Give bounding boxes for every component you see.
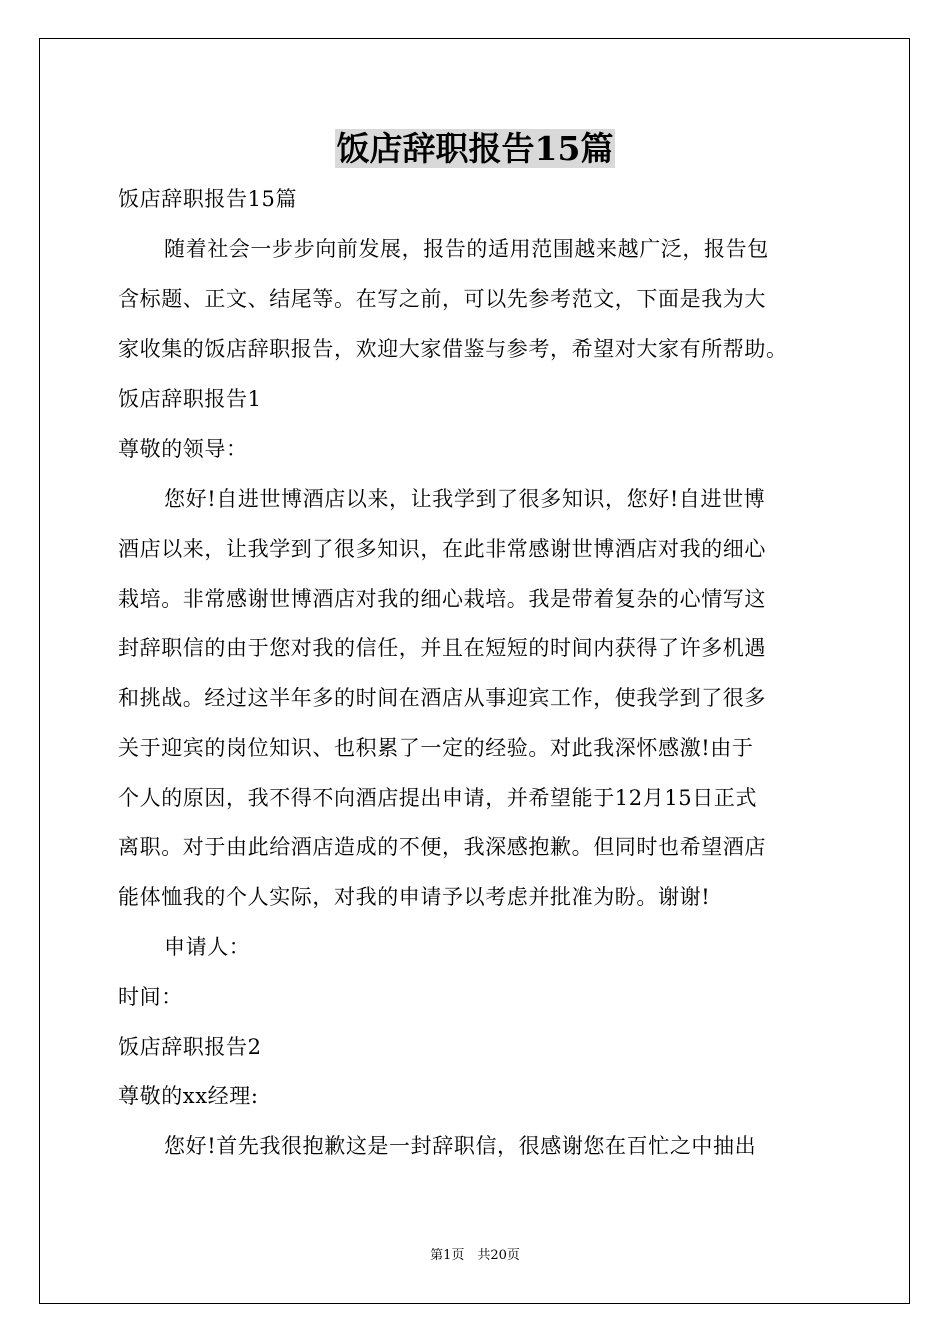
subtitle-line: 饭店辞职报告15篇 (118, 187, 298, 211)
document-title (0, 122, 950, 176)
paragraph-line: 含标题、正文、结尾等。在写之前，可以先参考范文，下面是我为大 (118, 287, 766, 311)
paragraph-line: 封辞职信的由于您对我的信任，并且在短短的时间内获得了许多机遇 (118, 636, 766, 660)
paragraph-line: 和挑战。经过这半年多的时间在酒店从事迎宾工作，使我学到了很多 (118, 686, 766, 710)
paragraph-line: 您好!自进世博酒店以来，让我学到了很多知识，您好!自进世博 (164, 487, 766, 511)
applicant-line: 申请人： (164, 935, 251, 959)
page-footer: 第1页 共20页 (430, 1248, 520, 1263)
paragraph-line: 离职。对于由此给酒店造成的不便，我深感抱歉。但同时也希望酒店 (118, 835, 766, 859)
paragraph-line: 随着社会一步步向前发展，报告的适用范围越来越广泛，报告包 (164, 237, 769, 261)
section-heading: 饭店辞职报告1 (118, 387, 262, 411)
paragraph-line: 栽培。非常感谢世博酒店对我的细心栽培。我是带着复杂的心情写这 (118, 587, 766, 611)
paragraph-line: 酒店以来，让我学到了很多知识，在此非常感谢世博酒店对我的细心 (118, 537, 766, 561)
paragraph-line: 您好!首先我很抱歉这是一封辞职信，很感谢您在百忙之中抽出 (164, 1134, 757, 1158)
paragraph-line: 个人的原因，我不得不向酒店提出申请，并希望能于12月15日正式 (118, 786, 758, 810)
section-heading: 饭店辞职报告2 (118, 1035, 262, 1059)
paragraph-line: 关于迎宾的岗位知识、也积累了一定的经验。对此我深怀感激!由于 (118, 736, 754, 760)
salutation: 尊敬的领导： (118, 437, 248, 461)
salutation: 尊敬的xx经理: (118, 1084, 259, 1108)
paragraph-line: 能体恤我的个人实际，对我的申请予以考虑并批准为盼。谢谢! (118, 885, 711, 909)
page-border (39, 38, 910, 1304)
paragraph-line: 家收集的饭店辞职报告，欢迎大家借鉴与参考，希望对大家有所帮助。 (118, 337, 788, 361)
document-title-text: 饭店辞职报告15篇 (336, 129, 614, 168)
date-line: 时间： (118, 985, 183, 1009)
